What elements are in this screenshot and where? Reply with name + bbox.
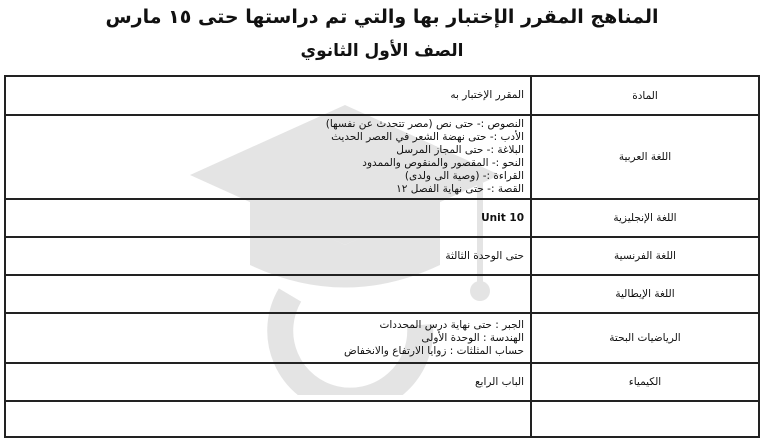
subject-cell: اللغة الإنجليزية xyxy=(531,199,759,237)
header-subject: المادة xyxy=(531,76,759,115)
content-line: القصة :- حتى نهاية الفصل ١٢ xyxy=(396,183,524,195)
content-cell xyxy=(5,115,531,199)
table-row xyxy=(5,363,759,401)
content-cell xyxy=(5,199,531,237)
content-line: النحو :- المقصور والمنقوص والممدود xyxy=(362,157,524,169)
document-title: المناهج المقرر الإختبار بها والتي تم دراستها حتى ١٥ مارس xyxy=(105,6,659,28)
curriculum-table xyxy=(4,75,760,438)
content-line: الجبر : حتى نهاية درس المحددات xyxy=(379,318,524,331)
subject-cell: الرياضيات البحتة xyxy=(531,313,759,363)
table-row xyxy=(5,275,759,313)
table-row xyxy=(5,199,759,237)
content-line: Unit 10 xyxy=(481,211,524,224)
subject-cell xyxy=(531,401,759,437)
header-content: المقرر الإختبار به xyxy=(5,76,531,115)
subject-cell: الكيمياء xyxy=(531,363,759,401)
table-header-row xyxy=(5,76,759,115)
table-row xyxy=(5,237,759,275)
content-cell xyxy=(5,275,531,313)
subject-cell: اللغة الإيطالية xyxy=(531,275,759,313)
table-row xyxy=(5,115,759,199)
content-line: النصوص :- حتى نص (مصر تتحدث عن نفسها) xyxy=(325,118,524,130)
content-cell xyxy=(5,313,531,363)
document-subtitle: الصف الأول الثانوي xyxy=(300,41,464,61)
content-cell xyxy=(5,363,531,401)
content-line: حساب المثلثات : زوايا الارتفاع والانخفاض xyxy=(344,344,524,357)
subject-cell: اللغة العربية xyxy=(531,115,759,199)
subject-cell: اللغة الفرنسية xyxy=(531,237,759,275)
table-row xyxy=(5,401,759,437)
content-line: الأدب :- حتى نهضة الشعر في العصر الحديث xyxy=(331,131,524,143)
content-cell xyxy=(5,237,531,275)
content-cell xyxy=(5,401,531,437)
table-row xyxy=(5,313,759,363)
content-line: حتى الوحدة الثالثة xyxy=(445,249,524,262)
content-line: القراءة :- (وصية الى ولدى) xyxy=(404,170,524,182)
content-line: الباب الرابع xyxy=(474,375,524,388)
content-line: البلاغة :- حتى المجاز المرسل xyxy=(396,144,524,156)
content-line: الهندسة : الوحدة الأولى xyxy=(421,331,524,344)
